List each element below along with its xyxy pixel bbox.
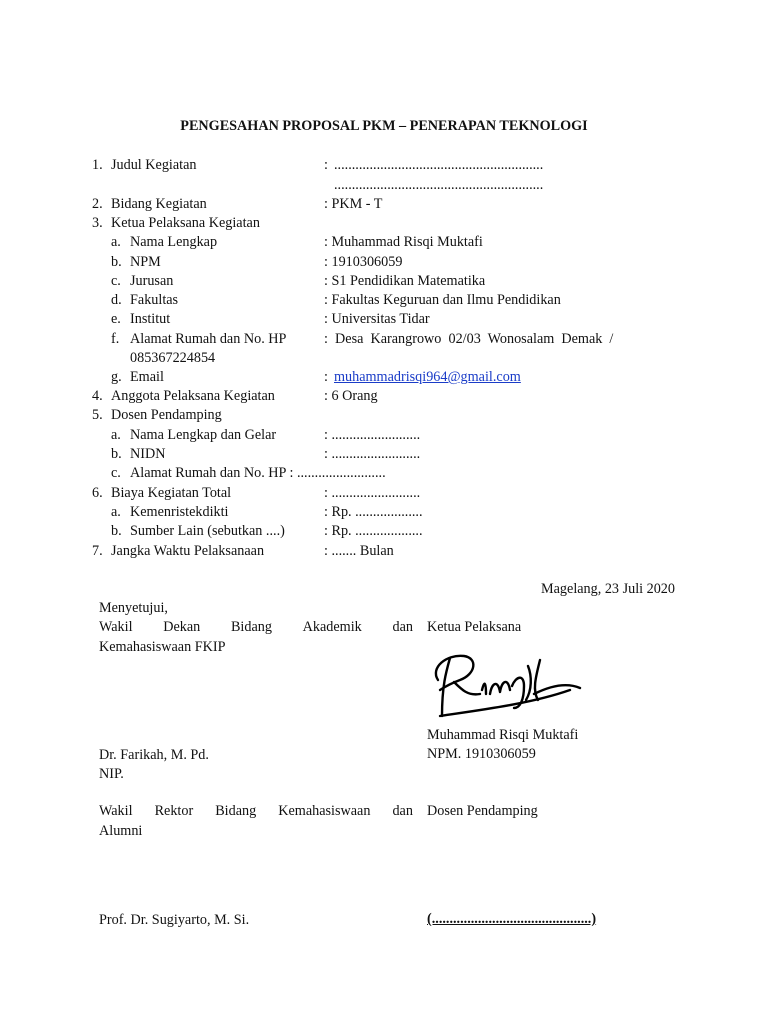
sub-value: : Rp. ...................: [324, 523, 423, 539]
item-value: ...........................................................: [334, 157, 544, 173]
sub-letter: f.: [111, 331, 120, 347]
sub-label: NPM: [130, 254, 161, 270]
role-word: Akademik: [302, 619, 362, 635]
role-title: Dosen Pendamping: [427, 803, 538, 819]
sub-letter: c.: [111, 273, 121, 289]
item-number: 4.: [92, 388, 103, 404]
signatory-name: Muhammad Risqi Muktafi: [427, 727, 579, 743]
sub-value: : Rp. ...................: [324, 504, 423, 520]
sub-value: : Muhammad Risqi Muktafi: [324, 234, 483, 250]
sub-label: Jurusan: [130, 273, 174, 289]
sub-label: NIDN: [130, 446, 166, 462]
item-value: : ....... Bulan: [324, 543, 394, 559]
role-line: [99, 619, 413, 636]
item-number: 1.: [92, 157, 103, 173]
role-word: Wakil: [99, 619, 133, 635]
sub-letter: e.: [111, 311, 121, 327]
blank-signatory-name: (.............................................): [427, 911, 597, 927]
item-label: Bidang Kegiatan: [111, 196, 207, 212]
sub-letter: c.: [111, 465, 121, 481]
phone-number: 085367224854: [130, 350, 216, 366]
email-link[interactable]: muhammadrisqi964@gmail.com: [334, 369, 521, 385]
role-word: Bidang: [230, 619, 272, 635]
role-word: Kemahasiswaan: [278, 803, 371, 819]
item-number: 6.: [92, 485, 103, 501]
item-value: : PKM - T: [324, 196, 383, 212]
sub-label: Institut: [130, 311, 171, 327]
sub-letter: a.: [111, 234, 121, 250]
sub-label: Nama Lengkap: [130, 234, 218, 250]
sub-value: : .........................: [324, 427, 421, 443]
item-label: Biaya Kegiatan Total: [111, 485, 232, 501]
role-line-2: Kemahasiswaan FKIP: [99, 639, 226, 655]
email-colon: :: [324, 369, 328, 385]
role-word: dan: [392, 619, 413, 635]
document-title: PENGESAHAN PROPOSAL PKM – PENERAPAN TEKNOLOGI: [180, 118, 588, 134]
role-word: Dekan: [163, 619, 201, 635]
role-line: [99, 803, 413, 820]
sub-label: Sumber Lain (sebutkan ....): [130, 523, 285, 539]
role-title: Ketua Pelaksana: [427, 619, 522, 635]
signatory-nip: NIP.: [99, 766, 124, 782]
item-label: Jangka Waktu Pelaksanaan: [111, 543, 265, 559]
sub-label: Nama Lengkap dan Gelar: [130, 427, 277, 443]
sub-label: Kemenristekdikti: [130, 504, 229, 520]
item-label: Dosen Pendamping: [111, 407, 222, 423]
sub-value: : Universitas Tidar: [324, 311, 430, 327]
sub-letter: b.: [111, 446, 122, 462]
sub-label: Email: [130, 369, 164, 385]
item-value: : 6 Orang: [324, 388, 378, 404]
role-word: Wakil: [99, 803, 133, 819]
item-number: 2.: [92, 196, 103, 212]
signatory-npm: NPM. 1910306059: [427, 746, 536, 762]
role-word: dan: [392, 803, 413, 819]
sub-value: : Fakultas Keguruan dan Ilmu Pendidikan: [324, 292, 561, 308]
item-label: Ketua Pelaksana Kegiatan: [111, 215, 260, 231]
sub-value: : 1910306059: [324, 254, 403, 270]
item-value: : .........................: [324, 485, 421, 501]
sub-label: Alamat Rumah dan No. HP : .........................: [130, 465, 386, 481]
sub-letter: b.: [111, 523, 122, 539]
item-number: 7.: [92, 543, 103, 559]
role-word: Bidang: [215, 803, 257, 819]
role-word: Rektor: [154, 803, 194, 819]
signatory-name: Dr. Farikah, M. Pd.: [99, 747, 209, 763]
item-number: 3.: [92, 215, 103, 231]
sub-letter: b.: [111, 254, 122, 270]
sub-label: Fakultas: [130, 292, 179, 308]
role-line-2: Alumni: [99, 823, 143, 839]
sub-value: : .........................: [324, 446, 421, 462]
signatory-name: Prof. Dr. Sugiyarto, M. Si.: [99, 912, 250, 928]
approval-label: Menyetujui,: [99, 600, 168, 616]
item-value-continued: ...........................................................: [334, 177, 544, 193]
item-colon: :: [324, 157, 328, 173]
address-value: : Desa Karangrowo 02/03 Wonosalam Demak /: [324, 331, 614, 347]
sub-letter: d.: [111, 292, 122, 308]
sub-value: : S1 Pendidikan Matematika: [324, 273, 486, 289]
handwritten-signature: [420, 646, 590, 726]
item-label: Judul Kegiatan: [111, 157, 197, 173]
sub-letter: a.: [111, 427, 121, 443]
item-number: 5.: [92, 407, 103, 423]
item-label: Anggota Pelaksana Kegiatan: [111, 388, 275, 404]
place-date: Magelang, 23 Juli 2020: [541, 581, 675, 597]
sub-letter: g.: [111, 369, 122, 385]
sub-label: Alamat Rumah dan No. HP: [130, 331, 287, 347]
sub-letter: a.: [111, 504, 121, 520]
